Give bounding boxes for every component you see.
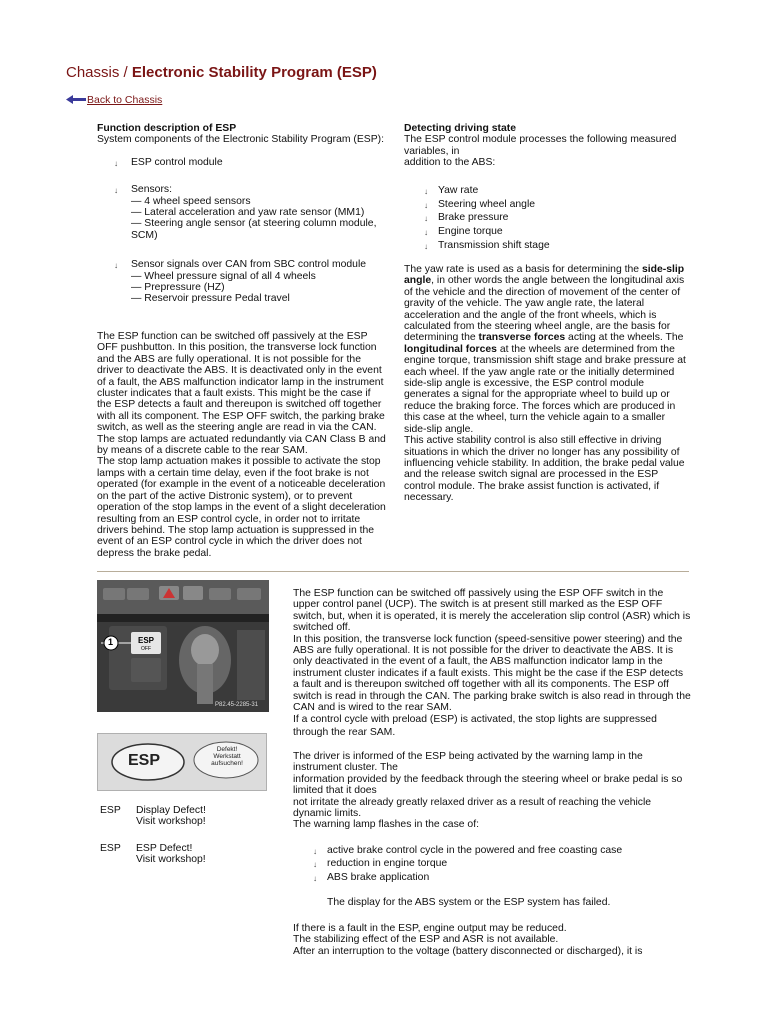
title-prefix: Chassis / [66, 64, 132, 81]
right-paragraphs [404, 264, 690, 504]
back-to-chassis-link[interactable]: Back to Chassis [87, 94, 163, 106]
list-item: ↓ Sensors: — 4 wheel speed sensors — Lateral acceleration and yaw rate sensor (MM1) — Steering angle sensor (at steering column module, SCM) [114, 184, 377, 241]
page-title [66, 64, 377, 82]
legend-code-1: ESP [100, 805, 121, 816]
esp-lamp-label: ESP [128, 752, 161, 769]
fault-block: If there is a fault in the ESP, engine output may be reduced. The stabilizing effect of the ESP and ASR is not available. After an interruption to the voltage (battery disconnected or discharged), it is [293, 923, 643, 957]
legend-text-2: ESP Defect! Visit workshop! [136, 843, 206, 866]
list-item: ↓ Transmission shift stage [424, 240, 550, 252]
list-item: ↓ Engine torque [424, 226, 503, 238]
bullet-arrow-icon: ↓ [313, 860, 317, 870]
bullet-arrow-icon: ↓ [114, 261, 118, 271]
list-item: ↓ active brake control cycle in the powered and free coasting case [313, 845, 623, 856]
list-item: ↓ Sensor signals over CAN from SBC control module — Wheel pressure signal of all 4 wheels — Prepressure (HZ) — Reservoir pressure Pedal travel [114, 259, 367, 305]
list-item: ↓ reduction in engine torque [313, 858, 448, 870]
list-item: ↓ ESP control module [114, 156, 223, 168]
bullet-arrow-icon: ↓ [114, 186, 118, 196]
list-item: ↓ ABS brake application [313, 871, 430, 883]
flash-list [293, 845, 691, 883]
lower-para-3: If a control cycle with preload (ESP) is activated, the stop lights are suppressed through the rear SAM. [293, 714, 657, 739]
right-intro-2: addition to the ABS: [404, 157, 496, 169]
legend-text-1: Display Defect! Visit workshop! [136, 805, 206, 828]
back-arrow-icon[interactable] [66, 95, 86, 104]
bullet-arrow-icon: ↓ [313, 847, 317, 856]
esp-button-label: ESP [138, 636, 155, 645]
list-item: ↓ Steering wheel angle [424, 198, 536, 210]
left-heading: Function description of ESP [97, 123, 237, 134]
title-main: Electronic Stability Program (ESP) [131, 64, 377, 81]
photo-code: P82.45-2285-31 [215, 702, 259, 708]
bullet-arrow-icon: ↓ [424, 186, 428, 196]
section-divider [97, 571, 689, 572]
bullet-arrow-icon: ↓ [424, 242, 428, 252]
esp-button-sublabel: OFF [141, 646, 151, 652]
lower-para-2: In this position, the transverse lock function (speed-sensitive power steering) and the ABS are fully operational. It is not possible for the driver to deactivate the ABS. It is only deactivated in the event of a fault, the ABS malfunction indicator lamp in the instrument cluster indicates if a fault exists. This might be the case if the ESP detects a fault and is thereupon switched off together with all its components. The ESP off switch is read in through the CAN. The parking brake switch is also read in through the CAN and is wired to the rear SAM. [293, 633, 691, 714]
list-item: ↓ Yaw rate [424, 184, 479, 196]
right-heading: Detecting driving state [404, 123, 517, 134]
bullet-arrow-icon: ↓ [313, 873, 317, 883]
display-note: The display for the ABS system or the ESP system has failed. [327, 897, 611, 908]
bullet-arrow-icon: ↓ [424, 200, 428, 210]
left-intro: System components of the Electronic Stability Program (ESP): [97, 134, 385, 146]
lower-para-1: The ESP function can be switched off passively using the ESP OFF switch in the upper control panel (UCP). The switch is at present still marked as the ESP OFF switch, but, when it is operated, it is merely the acceleration slip control (ASR) which is switched off. [293, 588, 691, 634]
back-link-row[interactable] [66, 94, 162, 106]
left-paragraphs [97, 331, 387, 559]
esp-off-switch-photo [97, 580, 269, 712]
right-para-2: This active stability control is also still effective in driving situations in which the driver no longer has any possibility of influencing vehicle stability. In addition, the brake pedal value and the release switch signal are processed in the ESP control module. The brake assist function is activated, if necessary. [404, 435, 685, 504]
left-column [97, 123, 387, 305]
defect-bubble: Defekt! Werkstatt aufsuchen! [211, 746, 243, 767]
list-item: ↓ Brake pressure [424, 212, 509, 224]
callout-number: 1 [108, 637, 114, 647]
left-para-1: The ESP function can be switched off passively at the ESP OFF pushbutton. In this position, the transverse lock function and the ABS are fully operational. It is not possible for the driver to deactivate the ABS. It is deactivated only in the event of a fault, the ABS malfunction indicator lamp in the instrument cluster indicates that a fault exists. This might be the case if the ESP detects a fault and thereupon is switched off together with all its component. The ESP OFF switch, the parking brake switch, as well as the steering angle are read in via the CAN. The stop lamps are actuated redundantly via CAN Class B and by means of a discrete cable to the rear SAM. [97, 331, 386, 457]
bullet-arrow-icon: ↓ [424, 228, 428, 238]
left-para-2: The stop lamp actuation makes it possible to activate the stop lamps with a certain time delay, even if the foot brake is not operated (for example in the event of a noticeable deceleration on the part of the active Distronic system), or to prevent operation of the stop lamps in the event of a slight deceleration resulting from an ESP control cycle, in order not to irritate drivers behind. The stop lamp actuation is suppressed in the event of an ESP control cycle in which the driver does not depress the brake pedal. [97, 456, 386, 559]
legend-code-2: ESP [100, 843, 121, 854]
bullet-arrow-icon: ↓ [114, 158, 118, 168]
warning-lamp-block: The driver is informed of the ESP being activated by the warning lamp in the instrument cluster. The information provided by the feedback through the steering wheel or brake pedal is so limited that it does not irritate the already greatly relaxed driver as a result of reaching the vehicle dynamic limits. The warning lamp flashes in the case of: [293, 751, 683, 831]
lower-text-block [293, 588, 691, 739]
esp-warning-display [97, 733, 267, 791]
bullet-arrow-icon: ↓ [424, 214, 428, 224]
right-intro-1: The ESP control module processes the following measured variables, in [404, 134, 677, 157]
right-column [404, 123, 694, 252]
right-para-1: The yaw rate is used as a basis for determining the side-slip angle, in other words the angle between the longitudinal axis of the vehicle and the direction of movement of the center of gravity of the vehicle. The yaw angle rate, the lateral acceleration and the angle of the front wheels, which is calculated from the steering wheel angle, are the basis for determining the transverse forces acting at the wheels. The longitudinal forces at the wheels are determined from the engine torque, transmission shift stage and brake pressure at each wheel. If the yaw angle rate or the initially determined side-slip angle is excessive, the ESP control module generates a signal for the appropriate wheel to build up or reduce the braking force. The forces which are produced in this case at the wheel, turn the vehicle again to a smaller side-slip angle. [404, 264, 686, 435]
